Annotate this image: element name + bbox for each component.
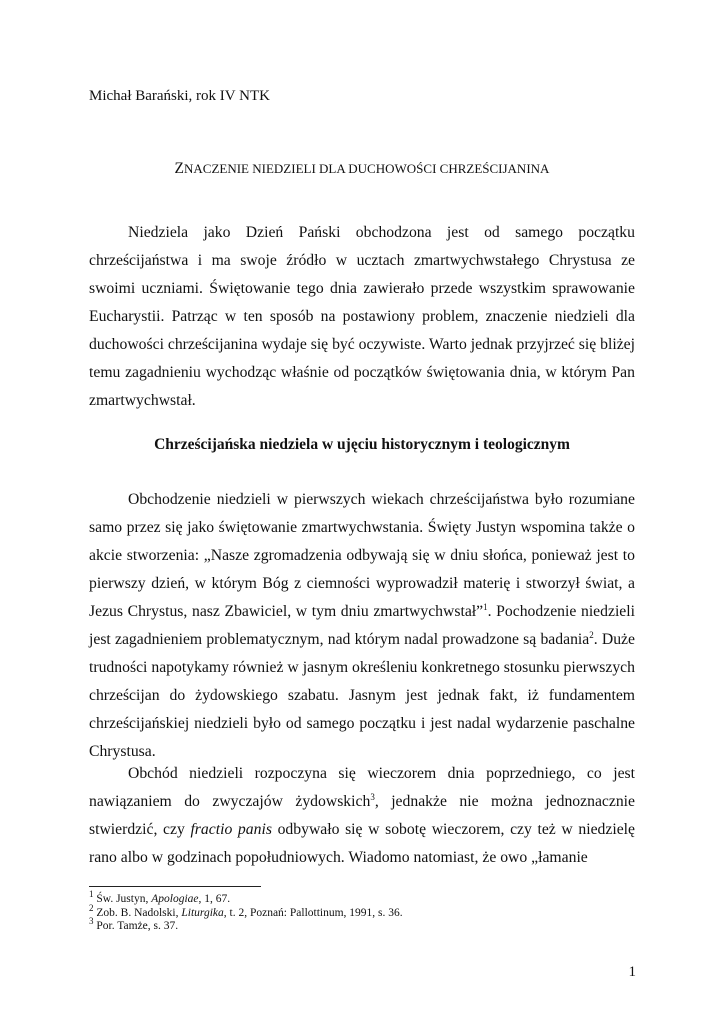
history-text-3: . Duże trudności napotykamy również w jasnym określeniu konkretnego stosunku pierwszych chrześcijan do żydowskiego szabatu. Jasnym jest jednak fakt, iż fundamentem chrześcijańskiej niedzieli było od samego początku i jest nadal wydarzenie paschalne Chrystusa. bbox=[89, 631, 635, 760]
footnote-ref-1: 1 bbox=[483, 601, 488, 612]
footnote-number: 1 bbox=[89, 889, 94, 900]
footnote-text: Zob. B. Nadolski, bbox=[93, 906, 182, 919]
footnote-ref-3: 3 bbox=[370, 791, 375, 802]
document-title bbox=[89, 159, 635, 179]
celebration-paragraph bbox=[89, 760, 635, 872]
history-text-2: . Pochodzenie niedzieli jest zagadnieniem problematycznym, nad którym nadal prowadzone są badania bbox=[89, 603, 635, 648]
footnote-item bbox=[89, 916, 635, 934]
footnote-number: 3 bbox=[89, 916, 94, 927]
title-initial: Z bbox=[174, 160, 185, 177]
footnote-title: Apologiae bbox=[151, 893, 199, 905]
footnotes bbox=[89, 889, 635, 934]
footnote-item bbox=[89, 889, 635, 907]
history-paragraph-block bbox=[89, 486, 635, 766]
celebration-text-1: Obchód niedzieli rozpoczyna się wieczorem dnia poprzedniego, co jest nawiązaniem do zwyczajów żydowskich bbox=[89, 765, 635, 810]
history-paragraph bbox=[89, 486, 635, 766]
history-text-1: Obchodzenie niedzieli w pierwszych wiekach chrześcijaństwa było rozumiane samo przez się jako świętowanie zmartwychwstania. Święty Justyn wspomina także o akcie stworzenia: „Nasze zgromadzenia odbywają się w dniu słońca, ponieważ jest to pierwszy dzień, w którym Bóg z ciemności wyprowadził materię i stworzył świat, a Jezus Chrystus, nasz Zbawiciel, w tym dniu zmartwychwstał” bbox=[89, 491, 635, 620]
footnote-title: Liturgika bbox=[181, 906, 224, 919]
celebration-paragraph-block bbox=[89, 760, 635, 872]
intro-paragraph: Niedziela jako Dzień Pański obchodzona jest od samego początku chrześcijaństwa i ma swoje źródło w ucztach zmartwychwstałego Chrystusa ze swoimi uczniami. Świętowanie tego dnia zawierało przede wszystkim sprawowanie Eucharystii. Patrząc w ten sposób na postawiony problem, znaczenie niedzieli dla duchowości chrześcijanina wydaje się być oczywiste. Warto jednak przyjrzeć się bliżej temu zagadnieniu wychodząc właśnie od początków świętowania dnia, w którym Pan zmartwychwstał. bbox=[89, 224, 635, 409]
footnote-text: Św. Justyn, bbox=[93, 893, 152, 905]
intro-paragraph-block bbox=[89, 219, 635, 415]
footnote-number: 2 bbox=[89, 902, 94, 913]
footnote-item bbox=[89, 902, 635, 921]
section-heading: Chrześcijańska niedziela w ujęciu historycznym i teologicznym bbox=[154, 436, 570, 453]
page-number: 1 bbox=[628, 964, 636, 980]
fractio-panis-term: fractio panis bbox=[190, 821, 272, 838]
footnote-tail: , 1, 67. bbox=[198, 893, 231, 905]
footnote-separator bbox=[89, 886, 261, 887]
footnote-tail: , t. 2, Poznań: Pallottinum, 1991, s. 36. bbox=[223, 906, 403, 919]
author-line: Michał Barański, rok IV NTK bbox=[89, 88, 270, 104]
celebration-text-3: odbywało się w sobotę wieczorem, czy też w niedzielę rano albo w godzinach popołudniowych. Wiadomo natomiast, że owo „łamanie bbox=[89, 821, 635, 866]
footnote-ref-2: 2 bbox=[589, 629, 594, 640]
title-rest: NACZENIE NIEDZIELI DLA DUCHOWOŚCI CHRZEŚCIJANINA bbox=[184, 161, 550, 176]
celebration-text-2: , jednakże nie można jednoznacznie stwierdzić, czy bbox=[89, 793, 635, 838]
footnote-text: Por. Tamże, s. 37. bbox=[93, 920, 179, 932]
